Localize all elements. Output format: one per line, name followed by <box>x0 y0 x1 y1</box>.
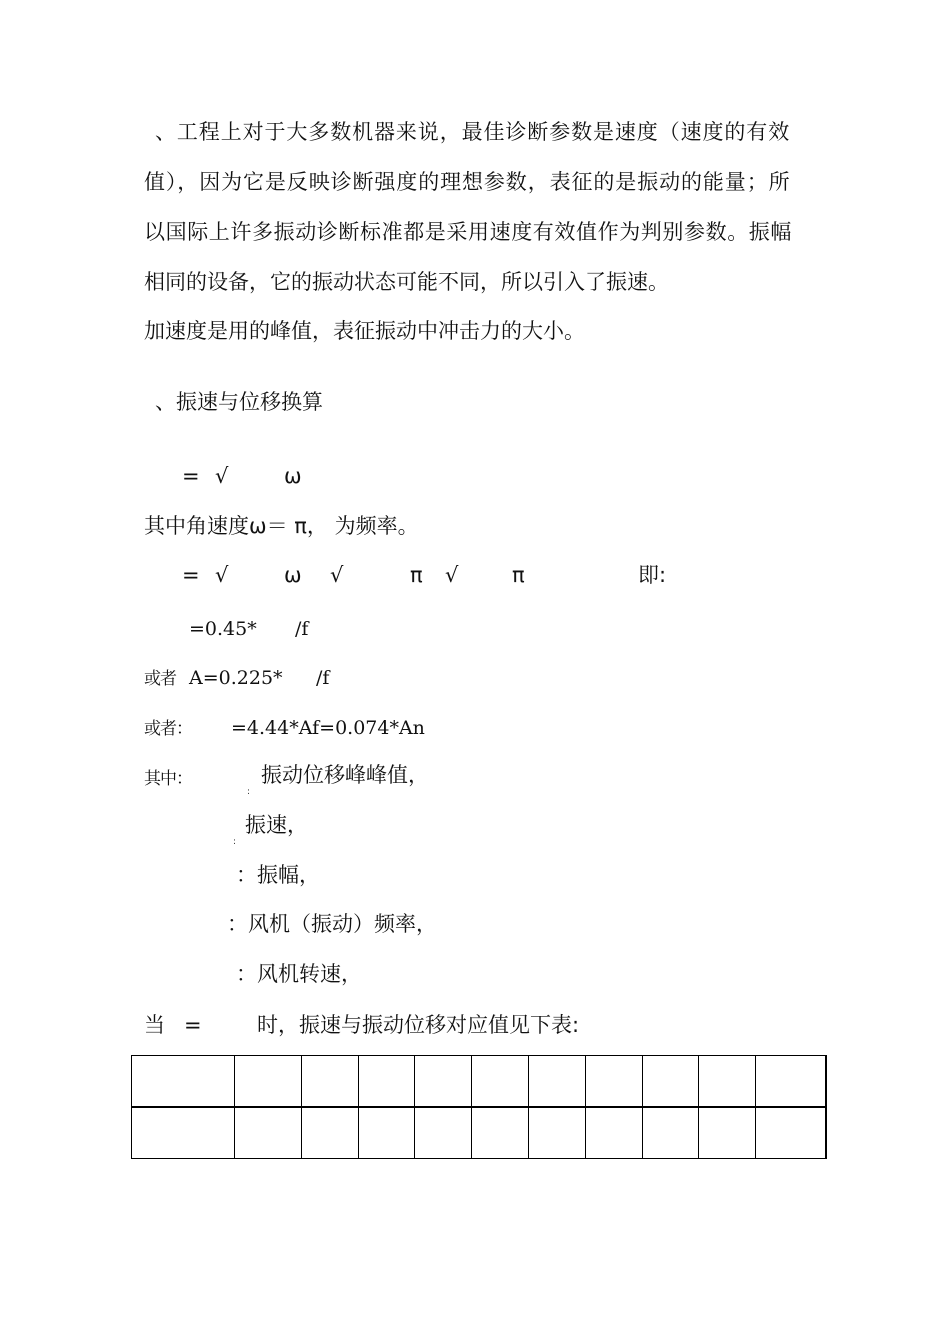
formula2-omega: ω <box>284 563 302 587</box>
table-row <box>132 1107 826 1159</box>
table-cell <box>529 1056 586 1108</box>
formula2-ji: 即: <box>638 563 667 587</box>
table-cell <box>235 1107 302 1159</box>
table-row <box>132 1056 826 1108</box>
table-cell <box>756 1107 826 1159</box>
definition-frequency: ：风机（振动）频率， <box>227 912 437 936</box>
definition-colon-mark: : <box>233 837 237 847</box>
formula2-sqrt-symbol: √ <box>445 563 459 587</box>
table-cell <box>302 1107 359 1159</box>
table-cell <box>415 1056 472 1108</box>
formula2-equals: = <box>182 563 200 587</box>
definitions-prefix: 其中： <box>144 769 192 789</box>
table-cell <box>132 1056 235 1108</box>
velocity-displacement-table <box>131 1055 827 1159</box>
formula1-equals: = <box>182 464 200 488</box>
definition-amplitude: ：振幅， <box>236 863 320 887</box>
paragraph1-line3: 以国际上许多振动诊断标准都是采用速度有效值作为判别参数。振幅 <box>144 220 792 244</box>
equation-a-tail: /f <box>295 618 309 640</box>
formula2-pi: π <box>512 563 525 587</box>
paragraph1-line1: 、工程上对于大多数机器来说，最佳诊断参数是速度（速度的有效 <box>155 120 791 144</box>
paragraph1-line4: 相同的设备，它的振动状态可能不同，所以引入了振速。 <box>144 270 669 294</box>
table-cell <box>586 1107 643 1159</box>
omega-definition: 其中角速度ω＝ π， 为频率。 <box>144 514 419 538</box>
table-cell <box>359 1056 415 1108</box>
paragraph1-line2: 值），因为它是反映诊断强度的理想参数，表征的是振动的能量；所 <box>144 170 791 194</box>
table-cell <box>643 1107 699 1159</box>
equation-a: =0.45* <box>189 618 257 640</box>
formula2-sqrt-symbol: √ <box>330 563 344 587</box>
formula2-sqrt-symbol: √ <box>215 563 229 587</box>
equation-b: A=0.225* <box>189 667 283 689</box>
definition-speed: ：风机转速， <box>236 962 362 986</box>
paragraph2: 加速度是用的峰值，表征振动中冲击力的大小。 <box>144 319 585 343</box>
equation-b-prefix: 或者 <box>144 669 176 689</box>
table-cell <box>643 1056 699 1108</box>
table-cell <box>235 1056 302 1108</box>
table-cell <box>756 1056 826 1108</box>
table-cell <box>586 1056 643 1108</box>
table-cell <box>302 1056 359 1108</box>
table-cell <box>472 1107 529 1159</box>
table-cell <box>529 1107 586 1159</box>
table-cell <box>472 1056 529 1108</box>
equation-c-prefix: 或者： <box>144 719 192 739</box>
table-intro-text: 时，振速与振动位移对应值见下表: <box>257 1013 580 1037</box>
table-cell <box>699 1107 756 1159</box>
definition-displacement: 振动位移峰峰值， <box>261 763 429 787</box>
table-cell <box>132 1107 235 1159</box>
table-intro-equals: = <box>184 1013 202 1037</box>
formula1-omega: ω <box>284 464 302 488</box>
equation-c: =4.44*Af=0.074*An <box>231 717 425 739</box>
formula2-pi: π <box>410 563 423 587</box>
section-heading: 、振速与位移换算 <box>155 390 323 414</box>
formula1-sqrt-symbol: √ <box>215 464 229 488</box>
table-cell <box>699 1056 756 1108</box>
definition-colon-mark: : <box>247 787 251 797</box>
table-cell <box>359 1107 415 1159</box>
table-intro-dang: 当 <box>144 1013 165 1037</box>
definition-velocity: 振速， <box>245 813 308 837</box>
equation-b-tail: /f <box>316 667 330 689</box>
table-cell <box>415 1107 472 1159</box>
